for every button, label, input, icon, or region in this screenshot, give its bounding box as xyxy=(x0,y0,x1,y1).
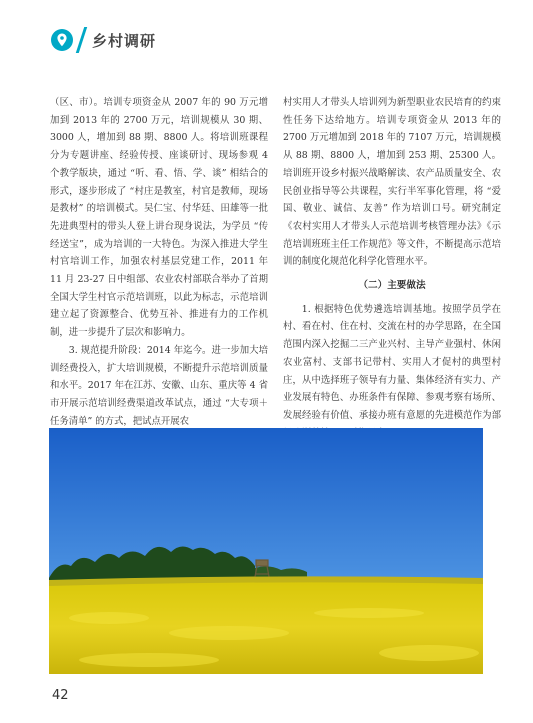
map-pin-icon xyxy=(50,28,74,52)
page-header xyxy=(0,0,533,62)
body-paragraph: 村实用人才带头人培训列为新型职业农民培育的约束性任务下达给地方。培训专项资金从 2013 年的 2700 万元增加到 2018 年的 7107 万元，培训规模从 88 期、8800 人，增加到 253 期、25300 人。培训班开设乡村振兴战略解读、农产品质量安全、农民创业指导等公共课程，实行半军事化管理，将 “爱国、敬业、诚信、友善” 作为培训口号。研究制定《农村实用人才带头人示范培训考核管理办法》《示范培训班班主任工作规范》等文件，不断提高示范培训的制度化规范化科学化管理水平。 xyxy=(283,97,501,268)
rapeseed-field-photo xyxy=(49,428,483,674)
left-column xyxy=(50,94,268,430)
section-title: 乡村调研 xyxy=(92,32,157,50)
header-divider xyxy=(76,27,87,53)
page-number: 42 xyxy=(52,688,69,703)
body-paragraph: （区、市）。培训专项资金从 2007 年的 90 万元增加到 2013 年的 2700 万元，培训规模从 30 期、3000 人，增加到 88 期、8800 人。将培训班课程分为专题讲座、经验传授、座谈研讨、现场参观 4 个教学版块，通过 “听、看、悟、学、谈” 相结合的形式，逐步形成了 “村庄是教室，村官是教师，现场是教材” 的培训模式。吴仁宝、付华廷、田雄等一批先进典型村的带头人登上讲台现身说法，为学员 “传经送宝”，成为培训的一大特色。为深入推进大学生村官培训工作，加强农村基层党建工作，2011 年 11 月 23-27 日中组部、农业农村部联合举办了首期全国大学生村官示范培训班，以此为标志，示范培训建立起了资源整合、优势互补、推进有力的工作机制，进一步提升了层次和影响力。 xyxy=(50,97,268,339)
right-column xyxy=(283,94,501,442)
body-paragraph: 1. 根据特色优势遴选培训基地。按照学员学在村、看在村、住在村、交流在村的办学思路，在全国范围内深入挖掘二三产业兴村、主导产业强村、休闲农业富村、支部书记带村、实用人才促村的典型村庄，从中选择班子领导有力量、集体经济有实力、产业发展有特色、办班条件有保障、参观考察有场所、发展经验有价值、承接办班有意愿的先进模范作为部 xyxy=(283,303,501,421)
body-paragraph: 3. 规范提升阶段：2014 年迄今。进一步加大培训经费投入，扩大培训规模，不断提升示范培训质量和水平。2017 年在江苏、安徽、山东、重庆等 4 省市开展示范培训经费渠道改革试点，通过 “大专项＋任务清单” 的方式，把试点开展农 xyxy=(50,344,268,427)
subheading: （二）主要做法 xyxy=(358,280,426,292)
